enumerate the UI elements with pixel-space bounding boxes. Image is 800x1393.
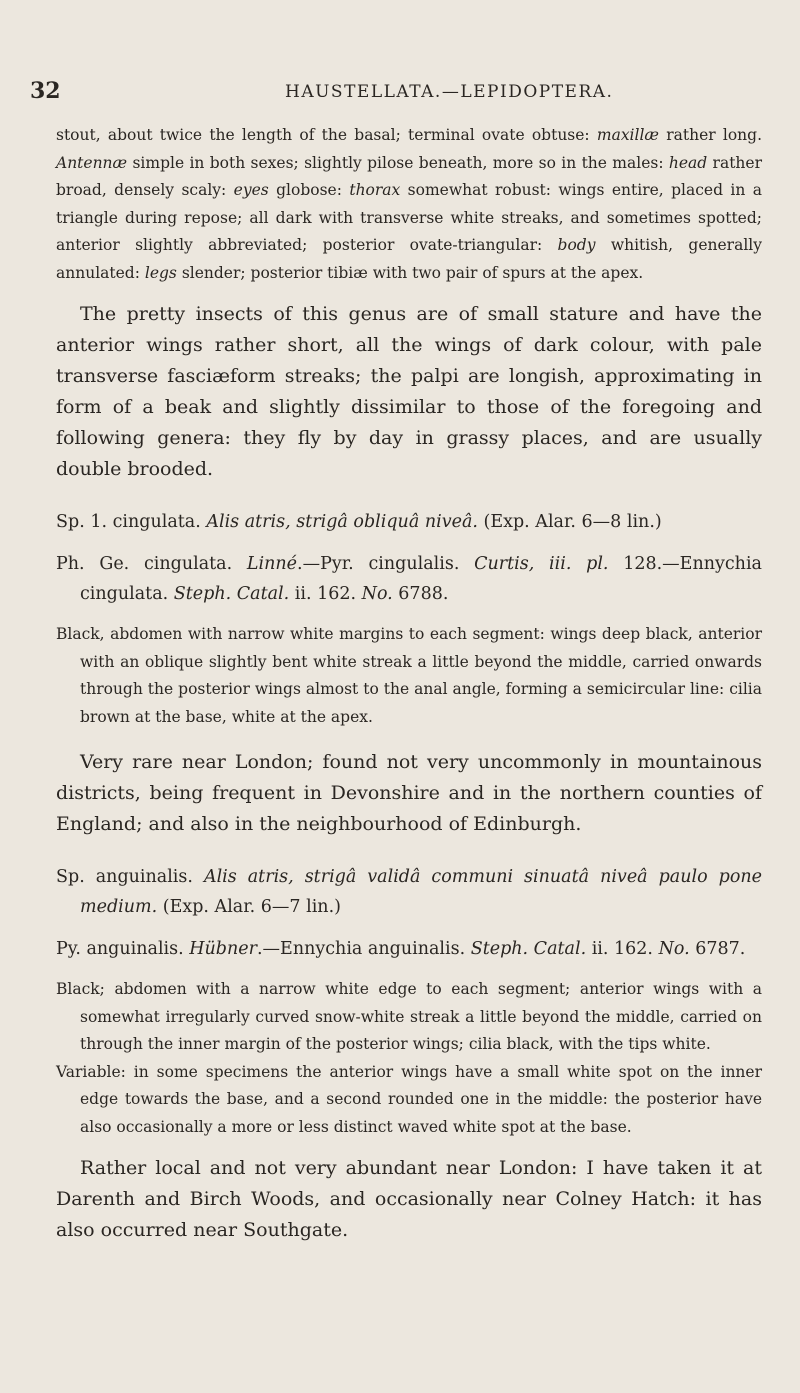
genus-remarks: The pretty insects of this genus are of small stature and have the anterior wings rather short, all the wings of dark colour, with pale transverse fasciæform streaks; the palpi are longish, approximating in form of a beak and slightly dissimilar to those of the foregoing and following genera: they fly by day in grassy places, and are usually double brooded. — [56, 303, 762, 480]
description-anguinalis: Black; abdomen with a narrow white edge to each segment; anterior wings with a somewhat irregularly curved snow-white streak a little beyond the middle, carried on through the inner margin of the posterior wings; cilia black, with the tips white. — [56, 980, 762, 1053]
running-title: HAUSTELLATA.—LEPIDOPTERA. — [285, 82, 614, 102]
genus-description: stout, about twice the length of the basal; terminal ovate obtuse: maxillæ rather long. Antennæ simple in both sexes; slightly pilose beneath, more so in the males: head rather broad, densely scaly: eyes globose: thorax somewhat robust: wings entire, placed in a triangle during repose; all dark with transverse white streaks, and sometimes spotted; anterior slightly abbreviated; posterior ovate-triangular: body whitish, generally annulated: legs slender; posterior tibiæ with two pair of spurs at the apex. — [56, 126, 762, 282]
description-cingulata: Black, abdomen with narrow white margins to each segment: wings deep black, anterior with an oblique slightly bent white streak a little beyond the middle, carried onwards through the posterior wings almost to the anal angle, forming a semicircular line: cilia brown at the base, white at the apex. — [56, 625, 762, 726]
synonymy-cingulata: Ph. Ge. cingulata. Linné.—Pyr. cingulalis. Curtis, iii. pl. 128.—Ennychia cingulata. Steph. Catal. ii. 162. No. 6788. — [56, 554, 762, 604]
habitat-anguinalis: Rather local and not very abundant near London: I have taken it at Darenth and Birch Woods, and occasionally near Colney Hatch: it has also occurred near Southgate. — [56, 1157, 762, 1241]
page-header — [30, 78, 760, 112]
page-number: 32 — [30, 78, 61, 104]
species-heading-anguinalis: Sp. anguinalis. Alis atris, strigâ validâ communi sinuatâ niveâ paulo pone medium. (Exp. Alar. 6—7 lin.) — [56, 867, 762, 917]
page-body — [56, 122, 762, 1246]
variation-anguinalis: Variable: in some specimens the anterior wings have a small white spot on the inner edge towards the base, and a second rounded one in the middle: the posterior have also occasionally a more or less distinct waved white spot at the base. — [56, 1062, 762, 1136]
habitat-cingulata: Very rare near London; found not very uncommonly in mountainous districts, being frequent in Devonshire and in the northern counties of England; and also in the neighbourhood of Edinburgh. — [56, 751, 762, 835]
species-heading-cingulata: Sp. 1. cingulata. Alis atris, strigâ obliquâ niveâ. (Exp. Alar. 6—8 lin.) — [56, 512, 662, 532]
synonymy-anguinalis: Py. anguinalis. Hübner.—Ennychia anguinalis. Steph. Catal. ii. 162. No. 6787. — [56, 939, 746, 959]
